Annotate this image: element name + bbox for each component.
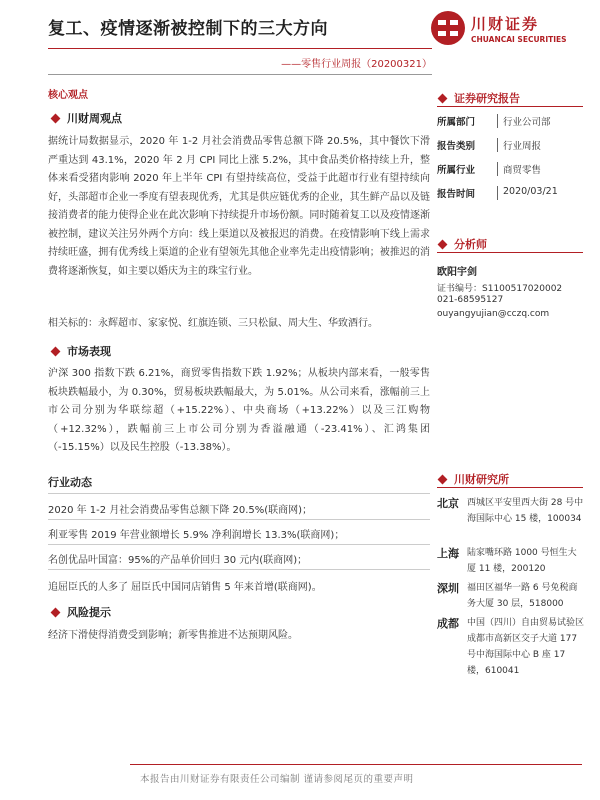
risk-title: 风险提示 bbox=[67, 606, 111, 619]
info-row-date: 报告时间 2020/03/21 bbox=[437, 186, 558, 200]
industry-divider bbox=[48, 569, 430, 570]
diamond-bullet-icon bbox=[438, 239, 448, 249]
analyst-name: 欧阳宇剑 bbox=[437, 267, 477, 278]
weekly-view-text: 据统计局数据显示，2020 年 1-2 月社会消费品零售总额下降 20.5%，其中餐饮下滑严重达到 43.1%，2020 年 2 月 CPI 同比上涨 5.2%，其中食品类价格持续上升，整体来看受猪肉影响 2020 年上半年 CPI 有望持续高位，受益于此超市行业有望持续向好，头部超市企业一季度有望表现优秀，尤其是供应链优秀的企业，其生鲜产品以及链接消费者的能力使得企业在此次影响下持续提升市场份额。同时随着复工以及疫情逐渐被控制，建议关注另外两个方向：线上渠道以及被报迟的消费。在疫情影响下线上需求持续旺盛，拥有优秀线上渠道的企业有望领先其他企业率先走出疫情影响；被推迟的消费将逐渐恢复，如主要以婚庆为主的珠宝行业。 bbox=[48, 136, 430, 277]
market-title: 市场表现 bbox=[67, 345, 111, 358]
analyst-email[interactable]: ouyangyujian@cczq.com bbox=[437, 309, 550, 319]
analyst-phone: 021-68595127 bbox=[437, 295, 504, 305]
industry-divider bbox=[48, 544, 430, 545]
weekly-view-heading bbox=[48, 110, 122, 126]
report-info-heading bbox=[437, 90, 520, 106]
office-shanghai: 上海 陆家嘴环路 1000 号恒生大厦 11 楼，200120 bbox=[437, 547, 577, 574]
report-title: 复工、疫情逐渐被控制下的三大方向 bbox=[48, 19, 328, 39]
info-row-industry: 所属行业 商贸零售 bbox=[437, 162, 583, 176]
footer-divider bbox=[130, 764, 582, 765]
footer-disclaimer: 本报告由川财证券有限责任公司编制 谨请参阅尾页的重要声明 bbox=[140, 774, 414, 785]
institute-title: 川财研究所 bbox=[454, 473, 509, 486]
diamond-bullet-icon bbox=[51, 113, 61, 123]
market-heading bbox=[48, 343, 111, 359]
logo-emblem-icon bbox=[431, 11, 465, 45]
industry-item: 名创优品叶国富：95%的产品单价回归 30 元内(联商网)； bbox=[48, 555, 308, 566]
weekly-view-title: 川财周观点 bbox=[67, 112, 122, 125]
diamond-bullet-icon bbox=[51, 607, 61, 617]
info-row-department: 所属部门 行业公司部 bbox=[437, 114, 583, 128]
institute-heading bbox=[437, 471, 509, 487]
industry-divider bbox=[48, 519, 430, 520]
logo-chinese-name: 川财证券 bbox=[471, 14, 540, 33]
office-chengdu: 成都 中国（四川）自由贸易试验区成都市高新区交子大道 177 号中海国际中心 B 座 17 楼，610041 bbox=[437, 617, 585, 676]
analyst-title: 分析师 bbox=[454, 238, 487, 251]
header-divider bbox=[48, 48, 432, 49]
risk-text: 经济下滑使得消费受到影响；新零售推进不达预期风险。 bbox=[48, 630, 298, 641]
related-stocks: 相关标的：永辉超市、家家悦、红旗连锁、三只松鼠、周大生、华致酒行。 bbox=[48, 318, 378, 329]
report-subtitle: ——零售行业周报（20200321） bbox=[281, 59, 432, 70]
industry-divider bbox=[48, 493, 430, 494]
industry-title: 行业动态 bbox=[48, 476, 92, 489]
analyst-divider bbox=[437, 252, 583, 253]
report-info-title: 证券研究报告 bbox=[454, 92, 520, 105]
subtitle-divider bbox=[48, 74, 432, 75]
institute-divider bbox=[437, 487, 583, 488]
diamond-bullet-icon bbox=[438, 474, 448, 484]
report-info-divider bbox=[437, 106, 583, 107]
diamond-bullet-icon bbox=[51, 346, 61, 356]
risk-heading bbox=[48, 604, 111, 620]
logo-english-name: CHUANCAI SECURITIES bbox=[471, 34, 567, 44]
info-row-category: 报告类别 行业周报 bbox=[437, 138, 583, 152]
core-view-label: 核心观点 bbox=[48, 90, 88, 101]
industry-item: 利亚零售 2019 年营业额增长 5.9% 净利润增长 13.3%(联商网)； bbox=[48, 530, 345, 541]
company-logo bbox=[431, 8, 581, 48]
analyst-heading bbox=[437, 236, 487, 252]
market-text: 沪深 300 指数下跌 6.21%，商贸零售指数下跌 1.92%；从板块内部来看，一般零售板块跌幅最小，为 0.30%，贸易板块跌幅最大，为 5.01%。从公司来看，涨幅前三上市公司分别为华联综超（+15.22%）、中央商场（+13.22%）以及三江购物（+12.32%），跌幅前三上市公司分别为香溢融通（-23.41%）、汇鸿集团（-15.15%）以及民生控股（-13.38%）。 bbox=[48, 368, 430, 453]
industry-item: 2020 年 1-2 月社会消费品零售总额下降 20.5%(联商网)； bbox=[48, 505, 313, 516]
diamond-bullet-icon bbox=[438, 93, 448, 103]
office-beijing: 北京 西城区平安里西大街 28 号中海国际中心 15 楼，100034 bbox=[437, 497, 584, 524]
analyst-cert: 证书编号：S1100517020002 bbox=[437, 284, 563, 294]
industry-item: 追屈臣氏的人多了 屈臣氏中国同店销售 5 年来首增(联商网)。 bbox=[48, 582, 322, 593]
office-shenzhen: 深圳 福田区福华一路 6 号免税商务大厦 30 层，518000 bbox=[437, 582, 578, 609]
